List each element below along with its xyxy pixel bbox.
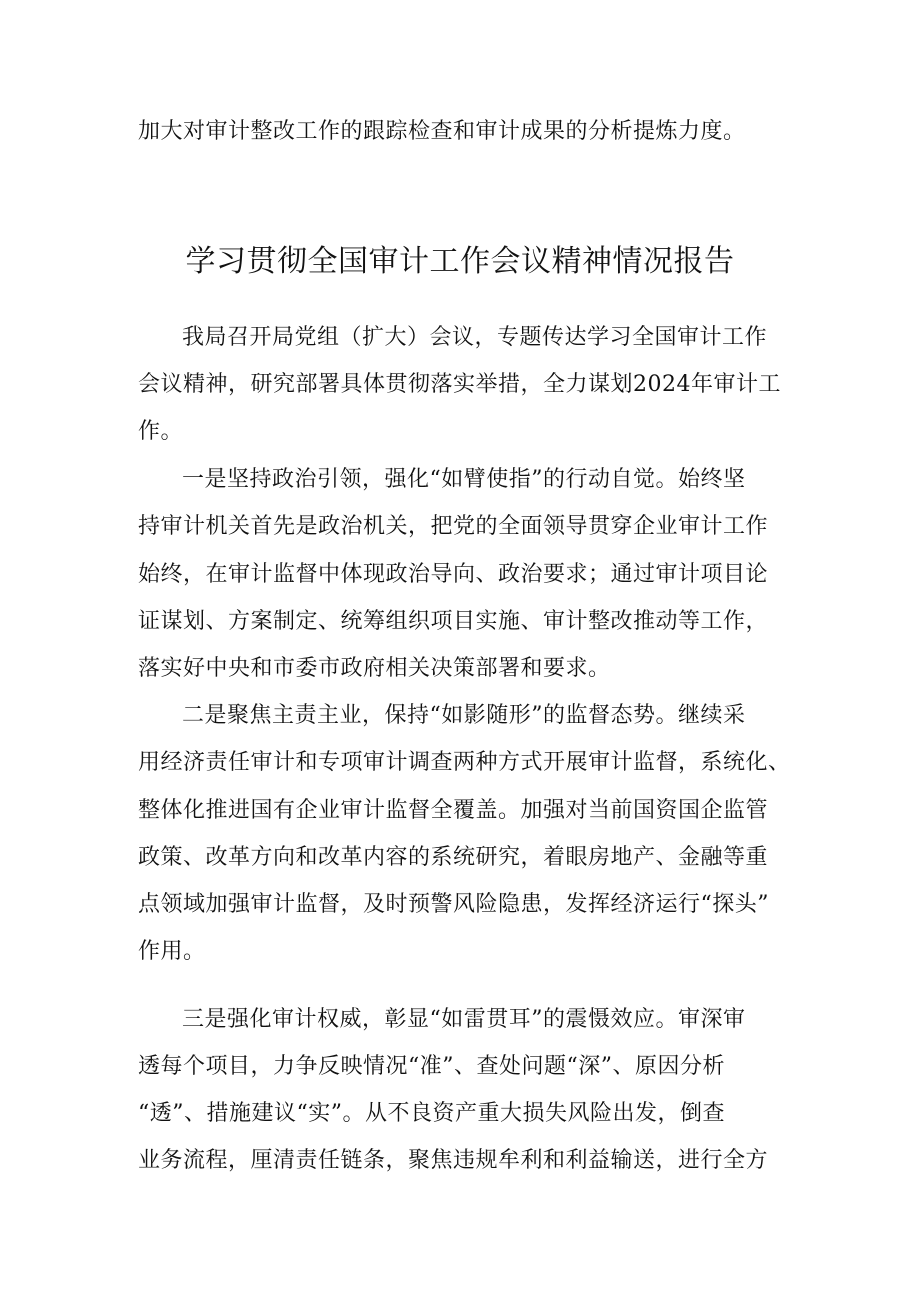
- paragraph-line: 点领域加强审计监督，及时预警风险隐患，发挥经济运行“探头”: [138, 892, 769, 917]
- paragraph-line: 作用。: [138, 939, 206, 964]
- paragraph-line: 落实好中央和市委市政府相关决策部署和要求。: [138, 656, 611, 681]
- paragraph-line: 透每个项目，力争反映情况“准”、查处问题“深”、原因分析: [138, 1054, 725, 1079]
- paragraph-line: 一是坚持政治引领，强化“如臂使指”的行动自觉。始终坚: [182, 467, 746, 492]
- paragraph-line: 始终，在审计监督中体现政治导向、政治要求；通过审计项目论: [138, 562, 769, 587]
- paragraph-line: “透”、措施建议“实”。从不良资产重大损失风险出发，倒查: [138, 1101, 725, 1126]
- carryover-line: 加大对审计整改工作的跟踪检查和审计成果的分析提炼力度。: [138, 119, 746, 144]
- paragraph-line: 我局召开局党组（扩大）会议，专题传达学习全国审计工作: [182, 325, 768, 350]
- paragraph-line: 整体化推进国有企业审计监督全覆盖。加强对当前国资国企监管: [138, 798, 769, 823]
- paragraph-line: 作。: [138, 419, 184, 444]
- paragraph-line: 用经济责任审计和专项审计调查两种方式开展审计监督，系统化、: [138, 750, 791, 775]
- paragraph-line: 政策、改革方向和改革内容的系统研究，着眼房地产、金融等重: [138, 845, 769, 870]
- paragraph-line: 三是强化审计权威，彰显“如雷贯耳”的震慑效应。审深审: [182, 1007, 746, 1032]
- paragraph-line: 业务流程，厘清责任链条，聚焦违规牟利和利益输送，进行全方: [138, 1148, 769, 1173]
- page-title: 学习贯彻全国审计工作会议精神情况报告: [185, 244, 735, 280]
- paragraph-line: 持审计机关首先是政治机关，把党的全面领导贯穿企业审计工作: [138, 514, 769, 539]
- paragraph-line: 会议精神，研究部署具体贯彻落实举措，全力谋划2024年审计工: [138, 372, 781, 397]
- paragraph-line: 证谋划、方案制定、统筹组织项目实施、审计整改推动等工作，: [138, 609, 769, 634]
- paragraph-line: 二是聚焦主责主业，保持“如影随形”的监督态势。继续采: [182, 703, 746, 728]
